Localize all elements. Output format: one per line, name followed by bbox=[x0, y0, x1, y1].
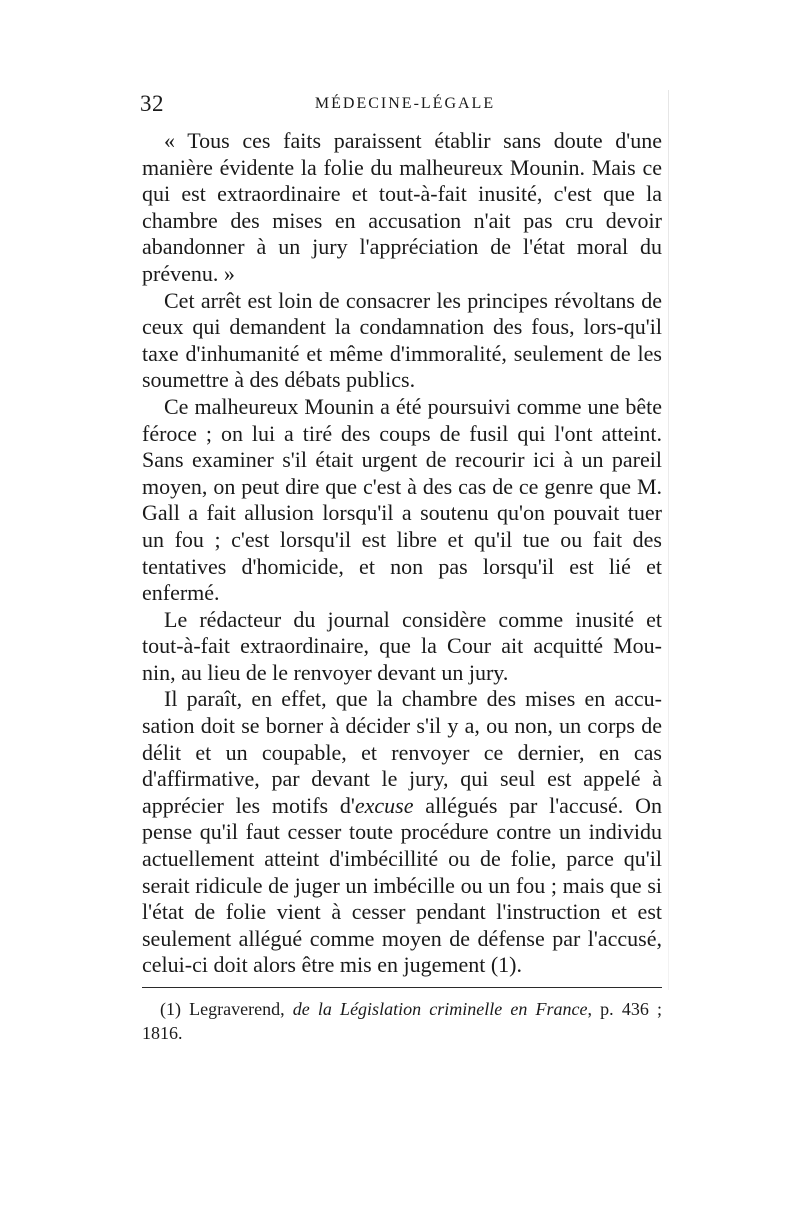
paragraph-5 bbox=[142, 686, 662, 979]
main-text bbox=[142, 128, 662, 979]
footnote-part-2: , p. 436 ; 1816. bbox=[142, 999, 662, 1043]
page-header bbox=[140, 90, 670, 118]
footnote-title: de la Législation criminelle en France bbox=[292, 999, 588, 1019]
paragraph-1: « Tous ces faits paraissent établir sans doute d'une manière évidente la folie du malheureux Mounin. Mais ce qui est extraordinaire et tout-à-fait inusité, c'est que la chambre des mises en accusation n'ait pas cru devoir abandonner à un jury l'appréciation de l'état moral du prévenu. » bbox=[142, 128, 662, 286]
paragraph-5-part-2: allégués par l'accusé. On pense qu'il faut cesser toute procédure contre un individu actuellement atteint d'imbécillité ou de folie, parce qu'il serait ridicule de juger un imbécille ou un fou ; mais que si l'état de folie vient à cesser pendant l'instruction et est seulement allégué comme moyen de défense par l'accusé, celui-ci doit alors être mis en jugement (1). bbox=[142, 792, 662, 978]
footnote-divider bbox=[142, 987, 662, 988]
paragraph-2: Cet arrêt est loin de consacrer les principes révoltans de ceux qui demandent la condamnation des fous, lors-qu'il taxe d'inhumanité et même d'immoralité, seulement de les soumettre à des débats publics. bbox=[142, 287, 662, 393]
paragraph-4: Le rédacteur du journal considère comme inusité et tout-à-fait extraordinaire, que la Cour ait acquitté Mou-nin, au lieu de le renvoyer devant un jury. bbox=[142, 606, 662, 685]
paragraph-5-part-1: Il paraît, en effet, que la chambre des mises en accu-sation doit se borner à décider s'il y a, ou non, un corps de délit et un coupable, et renvoyer ce dernier, en cas d'affirmative, par devant le jury, qui seul est appelé à apprécier les motifs d' bbox=[142, 686, 662, 818]
page-number: 32 bbox=[140, 91, 164, 116]
paragraph-3: Ce malheureux Mounin a été poursuivi comme une bête féroce ; on lui a tiré des coups de fusil qui l'ont atteint. Sans examiner s'il était urgent de recourir ici à un pareil moyen, on peut dire que c'est à des cas de ce genre que M. Gall a fait allusion lorsqu'il a soutenu qu'on pouvait tuer un fou ; c'est lorsqu'il est libre et qu'il tue ou fait des tentatives d'homicide, et non pas lorsqu'il est lié et enfermé. bbox=[142, 393, 662, 606]
page-edge-shadow bbox=[668, 90, 669, 990]
paragraph-5-italic: excuse bbox=[354, 792, 414, 818]
footnote bbox=[142, 997, 662, 1045]
footnote-part-1: (1) Legraverend, bbox=[160, 999, 293, 1019]
running-head: MÉDECINE-LÉGALE bbox=[314, 95, 496, 112]
